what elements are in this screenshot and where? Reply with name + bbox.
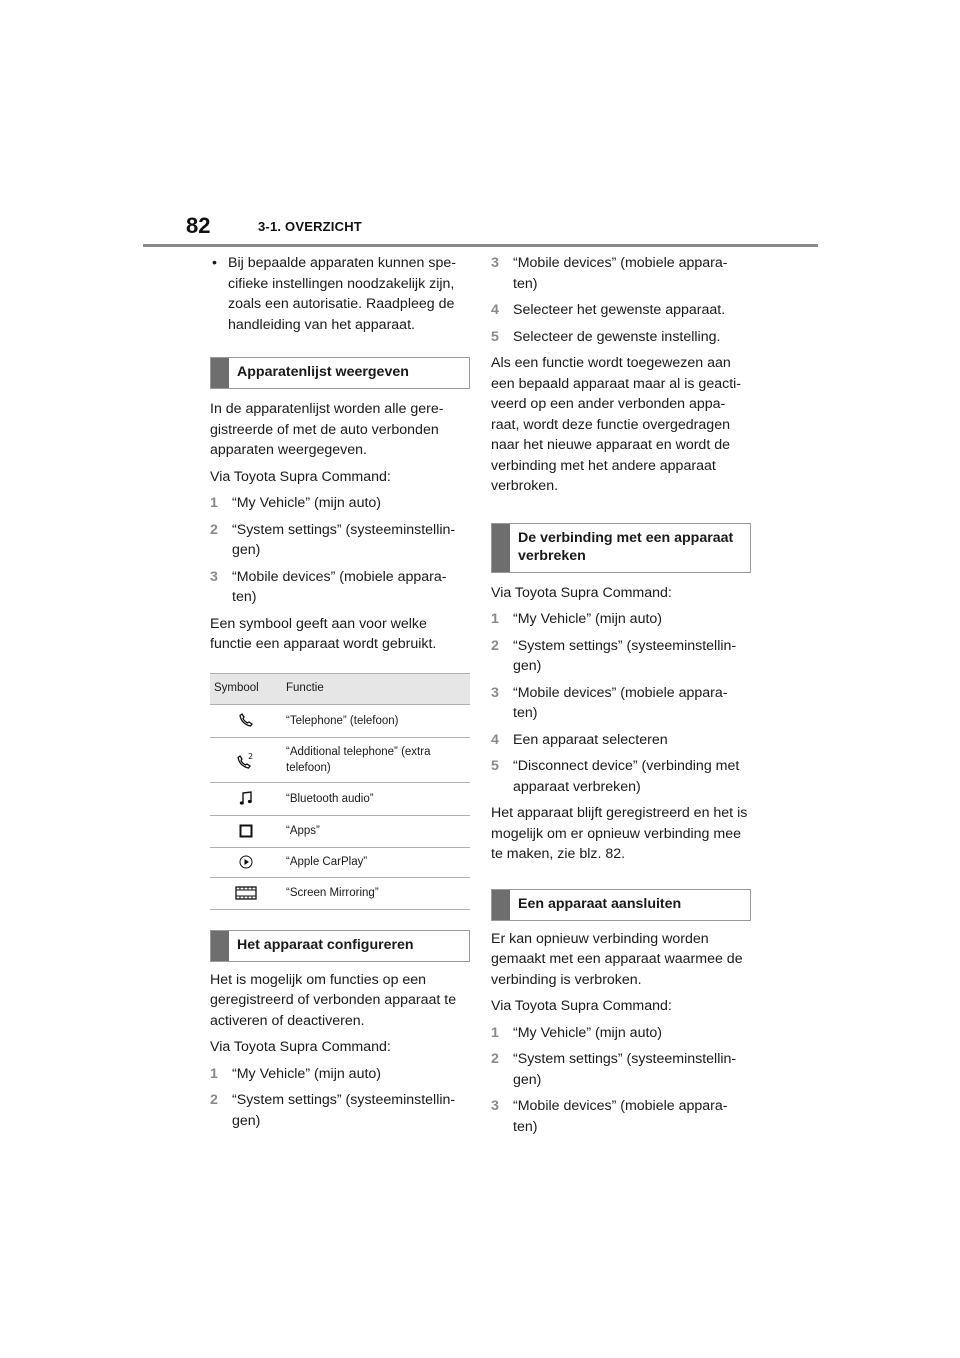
square-icon [239,824,253,838]
note-bullet [210,253,470,335]
step-text: “Mobile devices” (mobiele appara-ten) [513,1098,728,1135]
heading-text: Apparatenlijst weergeven [237,364,409,380]
film-strip-icon [235,886,257,900]
step-item [210,520,470,561]
heading-configureren [210,930,470,962]
table-row [210,782,470,815]
header-rule [143,244,818,247]
function-text: “Additional telephone” (extra telefoon) [282,737,470,782]
heading-apparatenlijst [210,357,470,389]
heading-text: Het apparaat configureren [237,936,414,953]
heading-bar [492,524,510,572]
paragraph: Het is mogelijk om functies op een geregistreerd of verbonden apparaat te activeren of deactiveren. [210,971,457,1029]
step-item [491,253,751,294]
step-item [210,1090,470,1131]
heading-text: De verbinding met een apparaat verbreken [518,529,734,564]
step-number: 3 [491,684,499,701]
page-number: 82 [186,213,211,238]
step-number: 1 [210,1065,218,1082]
function-text: “Bluetooth audio” [282,782,470,815]
step-number: 2 [491,1051,499,1067]
step-text: “Mobile devices” (mobiele appara-ten) [513,684,728,721]
step-text: “Mobile devices” (mobiele appara-ten) [513,255,728,292]
step-text: “System settings” (systeeminstellin-gen) [232,1092,456,1129]
function-text: “Apps” [282,815,470,847]
step-text: “Disconnect device” (verbinding met apparaat verbreken) [513,758,740,795]
step-item [491,609,751,630]
paragraph: Het apparaat blijft geregistreerd en het is mogelijk om er opnieuw verbinding mee te maken, zie blz. 82. [491,805,748,862]
paragraph: Als een functie wordt toegewezen aan een bepaald apparaat maar al is geacti-veerd op een ander verbonden appa-raat, wordt deze functie overgedragen naar het nieuwe apparaat en wordt de verbinding met het andere apparaat verbroken. [491,355,742,494]
note-text: Bij bepaalde apparaten kunnen spe-cifieke instellingen noodzakelijk zijn, zoals een autorisatie. Raadpleeg de handleiding van het apparaat. [228,255,456,333]
step-number: 4 [491,731,499,748]
step-item [491,756,751,797]
heading-verbinding-verbreken [491,523,751,573]
step-text: “My Vehicle” (mijn auto) [513,1024,663,1041]
via-command: Via Toyota Supra Command: [491,998,672,1014]
function-text: “Screen Mirroring” [282,877,470,909]
step-number: 5 [491,328,499,345]
step-item [210,567,470,608]
step-number: 5 [491,758,499,774]
step-text: “My Vehicle” (mijn auto) [513,611,663,627]
paragraph: In de apparatenlijst worden alle gere-gistreerde of met de auto verbonden apparaten weergegeven. [210,401,444,458]
step-text: Selecteer het gewenste apparaat. [513,302,726,318]
step-number: 3 [491,255,499,271]
symbol-table [210,673,470,910]
step-number: 1 [491,611,499,627]
step-item [491,1049,751,1090]
step-item [491,1023,751,1044]
col-header-function: Functie [282,673,470,704]
via-command: Via Toyota Supra Command: [491,584,672,601]
step-number: 1 [491,1024,499,1041]
step-number: 3 [491,1098,499,1114]
step-item [210,493,470,514]
step-text: “My Vehicle” (mijn auto) [232,1065,382,1082]
step-item [491,636,751,677]
step-number: 1 [210,495,218,511]
table-row [210,847,470,877]
step-number: 2 [210,1092,218,1108]
table-row [210,704,470,737]
heading-bar [211,358,229,388]
table-row [210,815,470,847]
music-note-icon [238,790,254,806]
step-item [491,730,751,751]
via-command: Via Toyota Supra Command: [210,1039,391,1055]
step-item [491,300,751,321]
step-item [491,327,751,348]
step-item [491,1096,751,1137]
step-number: 2 [210,521,218,538]
left-column [210,253,470,1137]
step-text: “Mobile devices” (mobiele appara-ten) [232,568,447,605]
section-title: 3-1. OVERZICHT [258,219,362,234]
heading-aansluiten [491,889,751,921]
phone-2-icon [237,751,255,769]
step-text: “My Vehicle” (mijn auto) [232,495,382,511]
via-command: Via Toyota Supra Command: [210,468,391,485]
heading-text: Een apparaat aansluiten [518,895,682,912]
step-number: 2 [491,637,499,654]
heading-bar [211,931,229,961]
right-column [491,253,751,1143]
svg-text:2: 2 [248,751,254,761]
step-number: 3 [210,568,218,585]
step-text: Selecteer de gewenste instelling. [513,328,721,345]
phone-icon [238,712,254,728]
step-text: Een apparaat selecteren [513,731,668,748]
step-text: “System settings” (systeeminstellin-gen) [513,637,737,674]
function-text: “Apple CarPlay” [282,847,470,877]
col-header-symbol: Symbool [210,673,282,704]
step-text: “System settings” (systeeminstellin-gen) [513,1051,737,1088]
table-row [210,877,470,909]
paragraph: Er kan opnieuw verbinding worden gemaakt met een apparaat waarmee de verbinding is verbroken. [491,930,743,988]
step-text: “System settings” (systeeminstellin-gen) [232,521,456,558]
step-item [210,1064,470,1085]
bullet-dot: • [212,255,217,271]
function-text: “Telephone” (telefoon) [282,704,470,737]
heading-bar [492,890,510,920]
table-header-row [210,673,470,704]
play-circle-icon [239,855,253,869]
step-number: 4 [491,302,499,318]
table-row [210,737,470,782]
paragraph: Een symbool geeft aan voor welke functie een apparaat wordt gebruikt. [210,615,437,652]
step-item [491,683,751,724]
